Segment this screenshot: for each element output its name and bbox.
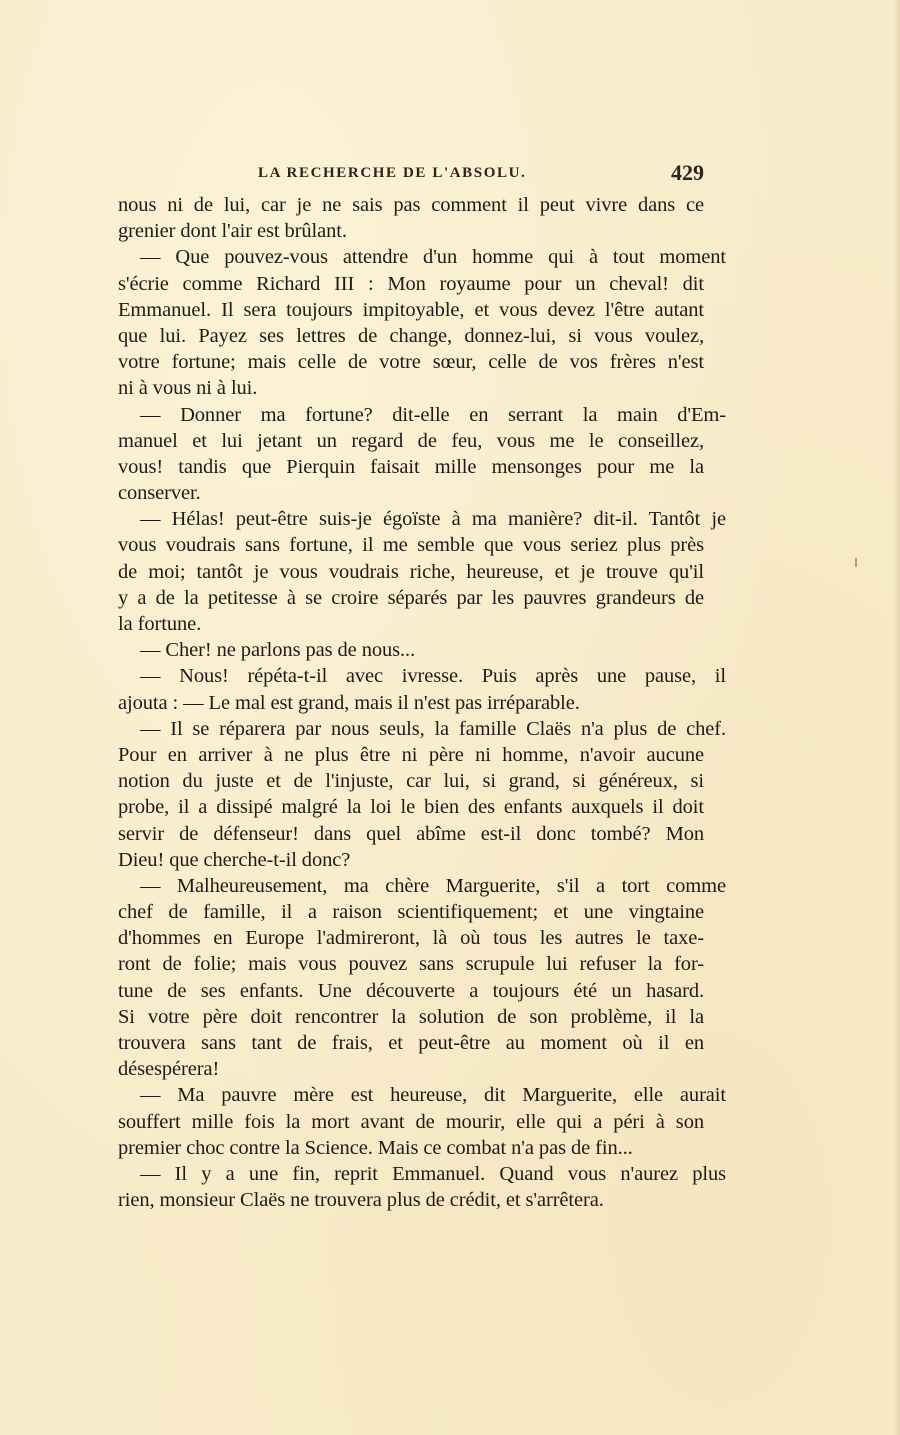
text-line: souffert mille fois la mort avant de mourir, elle qui a péri à son bbox=[118, 1110, 704, 1133]
text-line: — Donner ma fortune? dit-elle en serrant la main d'Em- bbox=[140, 403, 726, 426]
text-line: ni à vous ni à lui. bbox=[118, 377, 258, 400]
text-line: — Que pouvez-vous attendre d'un homme qui à tout moment bbox=[140, 246, 726, 269]
text-line: s'écrie comme Richard III : Mon royaume pour un cheval! dit bbox=[118, 272, 704, 295]
text-line: désespérera! bbox=[118, 1058, 220, 1081]
text-line: votre fortune; mais celle de votre sœur, celle de vos frères n'est bbox=[118, 351, 704, 374]
text-line: manuel et lui jetant un regard de feu, vous me le conseillez, bbox=[118, 429, 704, 452]
text-line: vous voudrais sans fortune, il me semble que vous seriez plus près bbox=[118, 534, 704, 557]
text-line: de moi; tantôt je vous voudrais riche, heureuse, et je trouve qu'il bbox=[118, 560, 704, 583]
text-line: Emmanuel. Il sera toujours impitoyable, et vous devez l'être autant bbox=[118, 298, 704, 321]
text-line: probe, il a dissipé malgré la loi le bien des enfants auxquels il doit bbox=[118, 796, 704, 819]
text-line: — Nous! répéta-t-il avec ivresse. Puis après une pause, il bbox=[140, 665, 726, 688]
text-line: Pour en arriver à ne plus être ni père ni homme, n'avoir aucune bbox=[118, 743, 704, 766]
text-line: nous ni de lui, car je ne sais pas comment il peut vivre dans ce bbox=[118, 194, 704, 216]
text-line: servir de défenseur! dans quel abîme est-il donc tombé? Mon bbox=[118, 822, 704, 845]
text-line: conserver. bbox=[118, 482, 201, 505]
body-text bbox=[118, 192, 726, 1213]
text-line: Dieu! que cherche-t-il donc? bbox=[118, 848, 351, 871]
running-header bbox=[118, 160, 704, 190]
text-line: d'hommes en Europe l'admireront, là où tous les autres le taxe- bbox=[118, 927, 704, 950]
text-line: ajouta : — Le mal est grand, mais il n'est pas irréparable. bbox=[118, 691, 580, 714]
margin-mark bbox=[855, 558, 857, 567]
text-line: — Il y a une fin, reprit Emmanuel. Quand vous n'aurez plus bbox=[140, 1162, 726, 1185]
text-line: rien, monsieur Claës ne trouvera plus de crédit, et s'arrêtera. bbox=[118, 1189, 604, 1212]
text-line: — Cher! ne parlons pas de nous... bbox=[140, 639, 416, 662]
text-line: notion du juste et de l'injuste, car lui, si grand, si généreux, si bbox=[118, 770, 704, 793]
text-line: y a de la petitesse à se croire séparés par les pauvres grandeurs de bbox=[118, 586, 704, 609]
text-line: vous! tandis que Pierquin faisait mille mensonges pour me la bbox=[118, 455, 704, 478]
text-line: premier choc contre la Science. Mais ce combat n'a pas de fin... bbox=[118, 1136, 633, 1159]
text-line: tune de ses enfants. Une découverte a toujours été un hasard. bbox=[118, 979, 704, 1002]
text-line: Si votre père doit rencontrer la solution de son problème, il la bbox=[118, 1005, 704, 1028]
text-line: — Hélas! peut-être suis-je égoïste à ma manière? dit-il. Tantôt je bbox=[140, 508, 726, 531]
running-title: LA RECHERCHE DE L'ABSOLU. bbox=[258, 165, 527, 181]
text-line: — Malheureusement, ma chère Marguerite, s'il a tort comme bbox=[140, 874, 726, 897]
text-line: ront de folie; mais vous pouvez sans scrupule lui refuser la for- bbox=[118, 953, 704, 976]
page-edge-shadow bbox=[894, 0, 900, 1435]
text-line: la fortune. bbox=[118, 613, 202, 635]
text-line: que lui. Payez ses lettres de change, donnez-lui, si vous voulez, bbox=[118, 324, 704, 347]
text-line: — Ma pauvre mère est heureuse, dit Marguerite, elle aurait bbox=[140, 1084, 726, 1107]
text-line: grenier dont l'air est brûlant. bbox=[118, 220, 347, 243]
text-line: chef de famille, il a raison scientifiquement; et une vingtaine bbox=[118, 901, 704, 924]
text-line: trouvera sans tant de frais, et peut-être au moment où il en bbox=[118, 1032, 704, 1054]
page-number: 429 bbox=[671, 160, 704, 185]
text-line: — Il se réparera par nous seuls, la famille Claës n'a plus de chef. bbox=[140, 717, 726, 740]
